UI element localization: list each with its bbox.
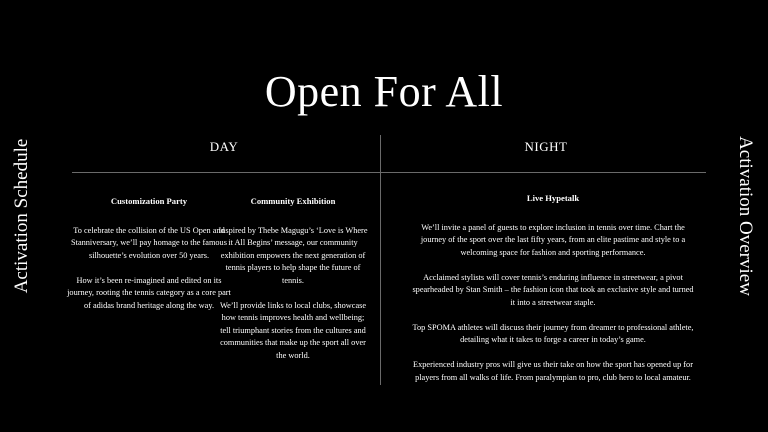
section-title: Live Hypetalk [526,193,580,203]
section-title: Community Exhibition [250,196,336,206]
section-title: Customization Party [110,196,188,206]
activation-overview-label: Activation Overview [735,136,756,296]
section-paragraph: Inspired by Thebe Magugu’s ‘Love is Where it All Begins’ message, our community exhibition empowers the next generation of tennis players to help shape the future of tennis. [218,225,368,285]
day-heading: DAY [209,139,239,154]
activation-schedule-label: Activation Schedule [11,138,32,294]
customization-party-section [64,195,234,325]
section-paragraph: Experienced industry pros will give us their take on how the sport has opened up for players from all walks of life. From paralympian to pro, club hero to local amateur. [413,360,693,382]
section-paragraph: Acclaimed stylists will cover tennis’s enduring influence in streetwear, a pivot spearheaded by Stan Smith – the fashion icon that took an exclusive style and turned it into a streetwear staple. [412,272,694,307]
page-title: Open For All [264,67,504,116]
header-divider [72,172,706,173]
section-paragraph: Top SPOMA athletes will discuss their journey from dreamer to professional athlete, detailing what it takes to forge a career in today’s game. [412,322,694,344]
column-divider [380,135,381,385]
community-exhibition-section [216,195,370,375]
night-heading: NIGHT [524,139,568,154]
section-paragraph: We’ll provide links to local clubs, showcase how tennis improves health and wellbeing; tell triumphant stories from the cultures and communities that make up the sport all over the world. [219,300,367,360]
live-hypetalk-section [410,192,696,397]
section-paragraph: To celebrate the collision of the US Open and Stanniversary, we’ll pay homage to the famous silhouette’s evolution over 50 years. [71,225,227,260]
section-paragraph: How it’s been re-imagined and edited on its journey, rooting the tennis category as a core part of adidas brand heritage along the way. [67,275,231,310]
section-paragraph: We’ll invite a panel of guests to explore inclusion in tennis over time. Chart the journey of the sport over the last fifty years, from an elite pastime and style to a welcoming space for fashion and sporting performance. [420,222,686,257]
